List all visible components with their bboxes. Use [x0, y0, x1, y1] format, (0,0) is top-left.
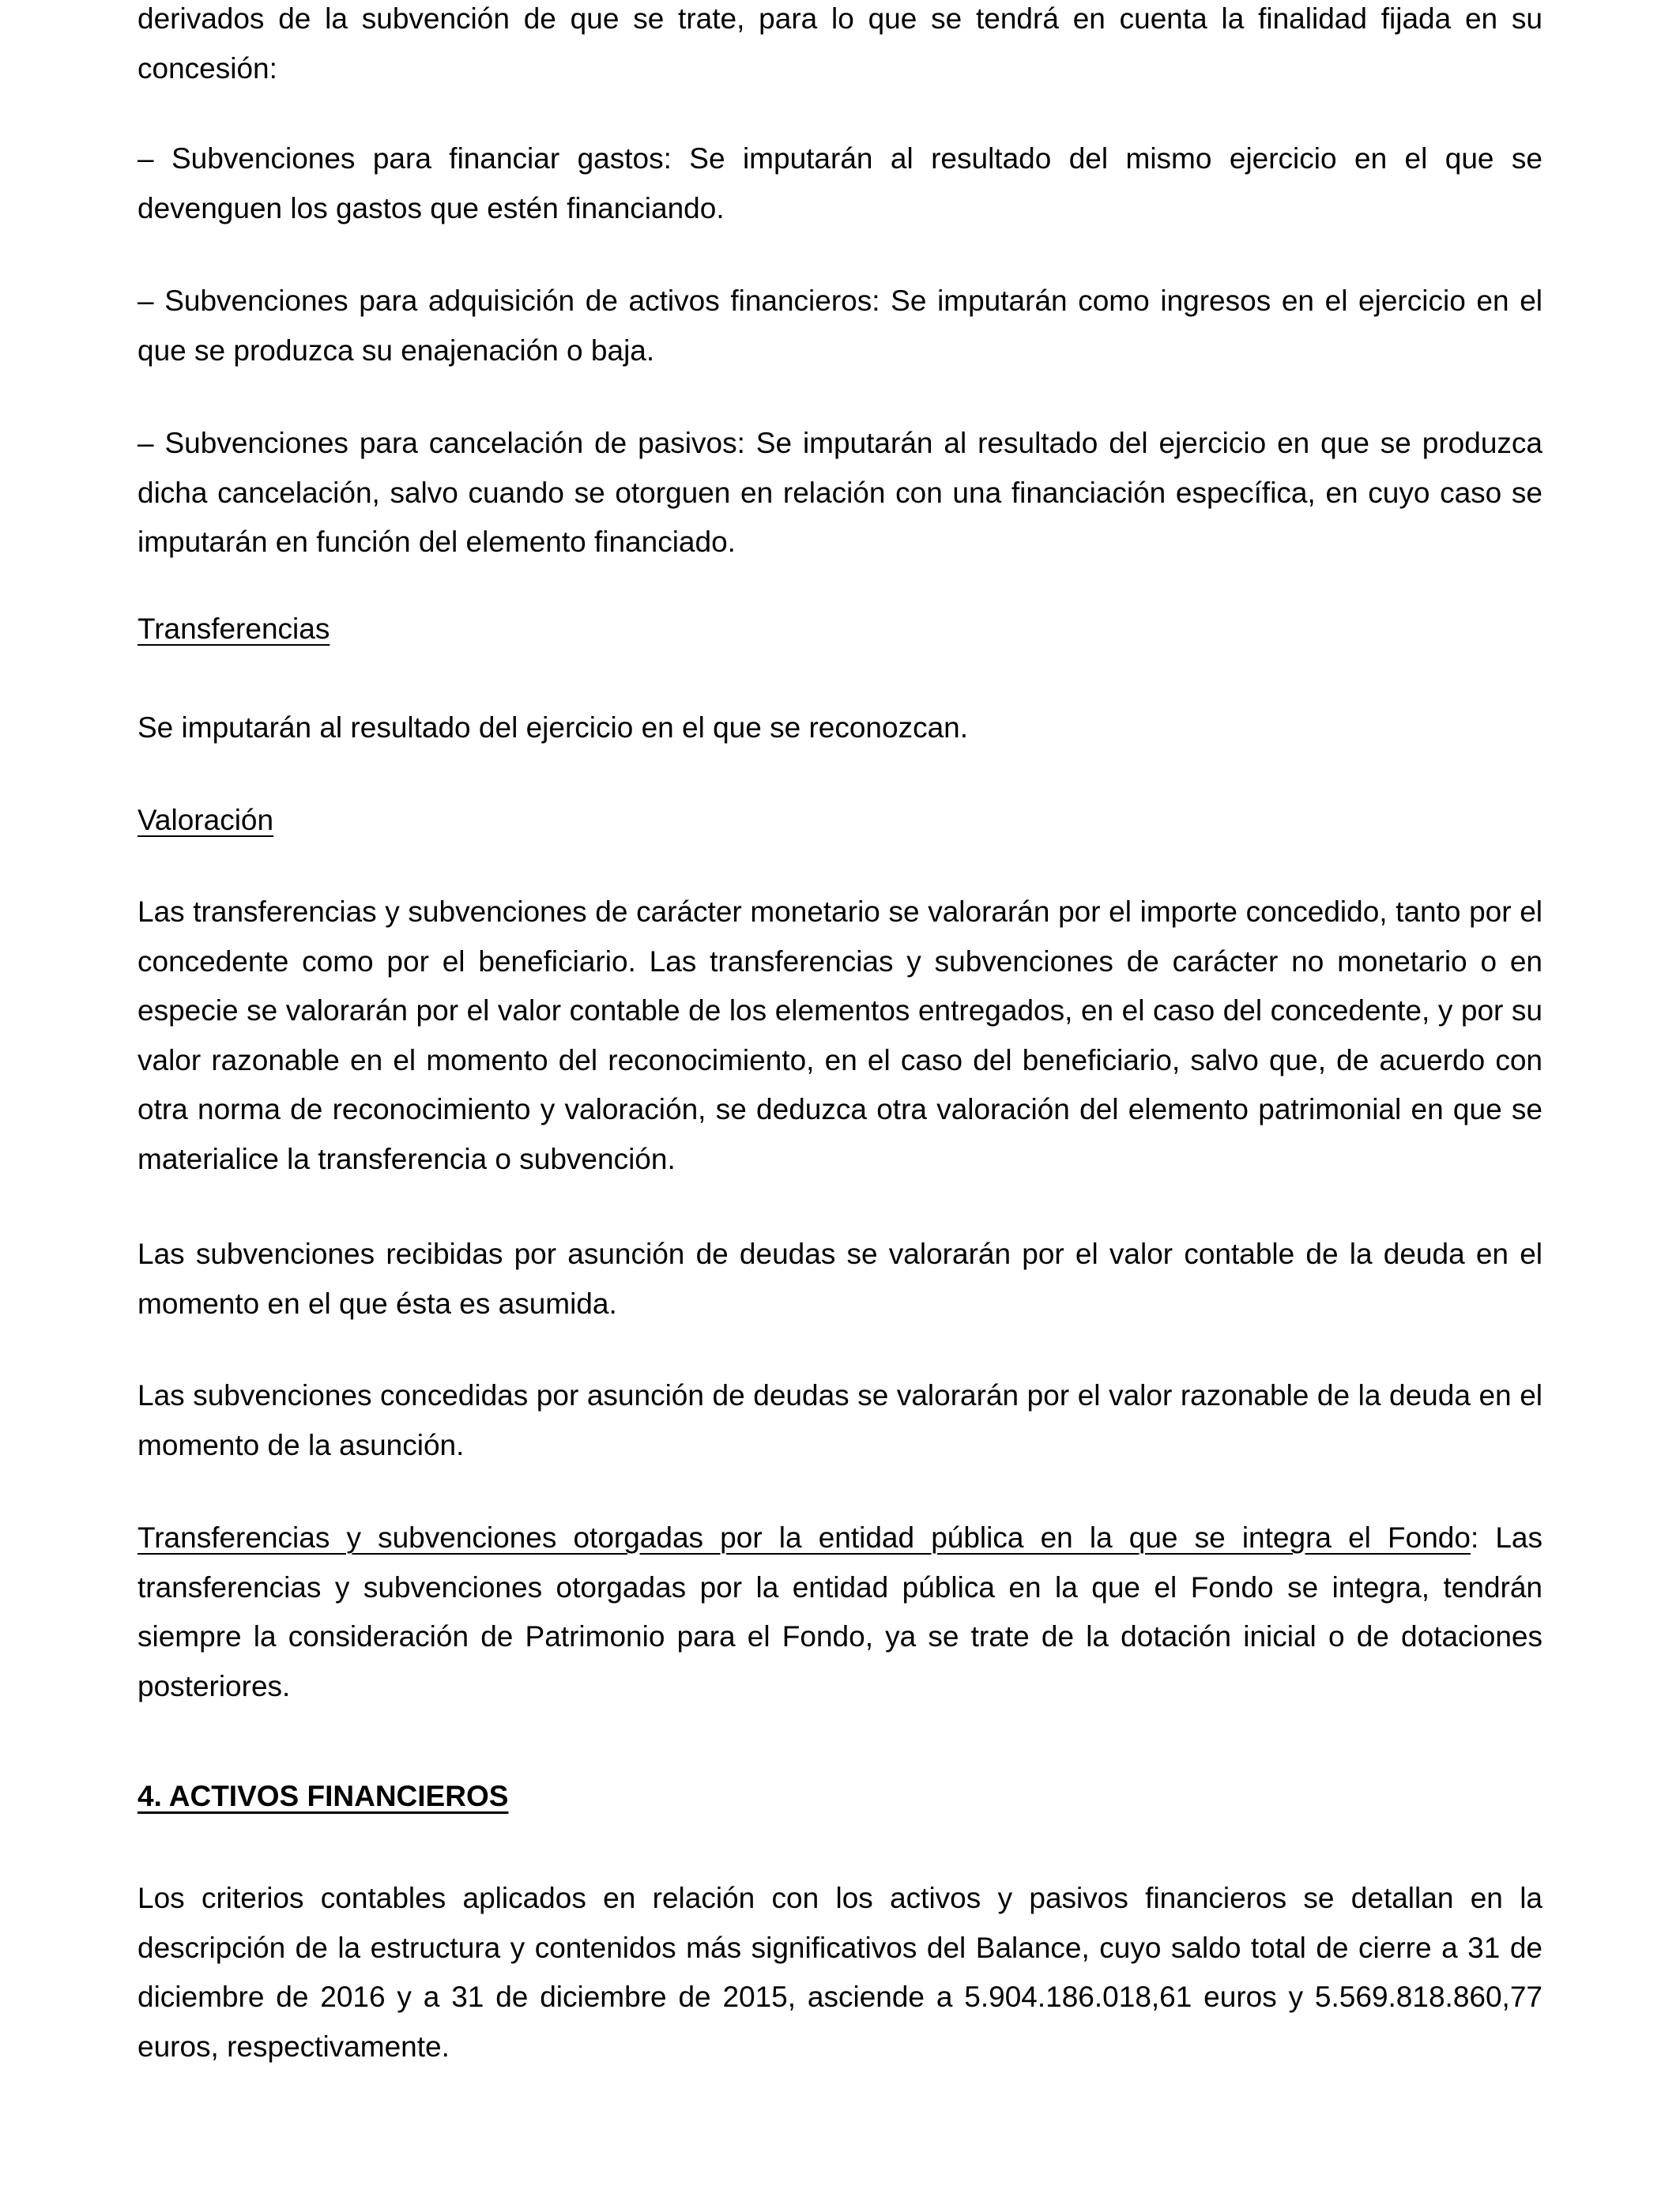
paragraph-subvenciones-pasivos: – Subvenciones para cancelación de pasivos: Se imputarán al resultado del ejercicio en que se produzca dicha cancelación, salvo cuando se otorguen en relación con una financiación específica, en cuyo caso se imputarán en función del elemento financiado. [137, 427, 1543, 558]
paragraph-subvenciones-activos: – Subvenciones para adquisición de activos financieros: Se imputarán como ingresos en el ejercicio en el que se produzca su enajenación o baja. [137, 285, 1543, 367]
paragraph-lead-underlined: Transferencias y subvenciones otorgadas por la entidad pública en la que se integra el Fondo [137, 1521, 1471, 1554]
paragraph-valoracion-monetario: Las transferencias y subvenciones de carácter monetario se valorarán por el importe concedido, tanto por el concedente como por el beneficiario. Las transferencias y subvenciones de carácter no monetario o en especie se valorarán por el valor contable de los elementos entregados, en el caso del concedente, y por su valor razonable en el momento del reconocimiento, en el caso del beneficiario, salvo que, de acuerdo con otra norma de reconocimiento y valoración, se deduzca otra valoración del elemento patrimonial en que se materialice la transferencia o subvención. [137, 895, 1543, 1175]
heading-valoracion: Valoración [137, 804, 274, 836]
document-page [137, 0, 1543, 2194]
paragraph-subvenciones-recibidas-deudas: Las subvenciones recibidas por asunción de deudas se valorarán por el valor contable de la deuda en el momento en el que ésta es asumida. [137, 1238, 1543, 1320]
section-title-activos-financieros: 4. ACTIVOS FINANCIEROS [137, 1780, 509, 1812]
paragraph-transferencias-imputacion: Se imputarán al resultado del ejercicio en el que se reconozcan. [137, 711, 969, 744]
paragraph-subvenciones-gastos: – Subvenciones para financiar gastos: Se imputarán al resultado del mismo ejercicio en el que se devenguen los gastos que estén financiando. [137, 142, 1543, 224]
paragraph-transferencias-entidad-publica [137, 1514, 1543, 1711]
paragraph-intro-continuation: derivados de la subvención de que se trate, para lo que se tendrá en cuenta la finalidad fijada en su concesión: [137, 2, 1543, 85]
heading-transferencias: Transferencias [137, 613, 330, 645]
paragraph-subvenciones-concedidas-deudas: Las subvenciones concedidas por asunción de deudas se valorarán por el valor razonable de la deuda en el momento de la asunción. [137, 1379, 1543, 1461]
paragraph-criterios-contables: Los criterios contables aplicados en relación con los activos y pasivos financieros se detallan en la descripción de la estructura y contenidos más significativos del Balance, cuyo saldo total de cierre a 31 de diciembre de 2016 y a 31 de diciembre de 2015, asciende a 5.904.186.018,61 euros y 5.569.818.860,77 euros, respectivamente. [137, 1882, 1543, 2063]
paragraph-lead-rest: : Las transferencias y subvenciones otorgadas por la entidad pública en la que el Fondo se integra, tendrán siempre la consideración de Patrimonio para el Fondo, ya se trate de la dotación inicial o de dotaciones posteriores. [137, 1521, 1543, 1702]
